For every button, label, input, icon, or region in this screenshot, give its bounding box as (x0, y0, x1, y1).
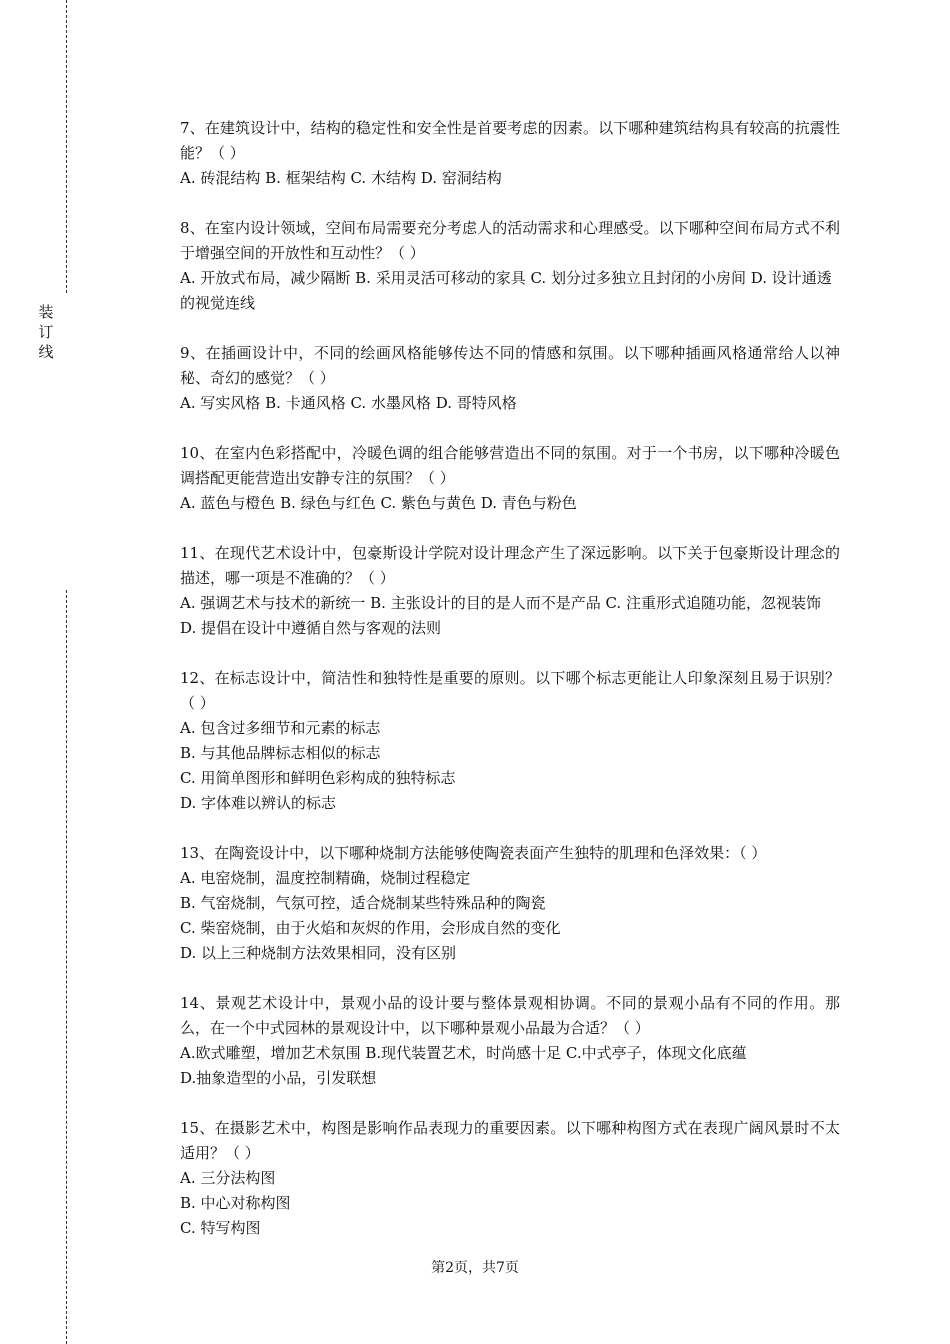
question-option: D. 以上三种烧制方法效果相同，没有区别 (180, 944, 457, 962)
question-stem: 9、在插画设计中，不同的绘画风格能够传达不同的情感和氛围。以下哪种插画风格通常给人以神秘、奇幻的感觉？（ ） (180, 344, 840, 387)
question-stem: 7、在建筑设计中，结构的稳定性和安全性是首要考虑的因素。以下哪种建筑结构具有较高的抗震性能？（ ） (180, 119, 840, 162)
question-stem: 12、在标志设计中，简洁性和独特性是重要的原则。以下哪个标志更能让人印象深刻且易于识别？（ ） (180, 669, 840, 712)
page-footer: 第2页，共7页 (431, 1260, 519, 1276)
question-options (180, 866, 840, 966)
question-option: B. 中心对称构图 (180, 1194, 291, 1212)
question-block (180, 216, 840, 316)
question-block (180, 1116, 840, 1241)
question-options (180, 1041, 840, 1091)
question-list (180, 116, 840, 1266)
question-option: A.欧式雕塑，增加艺术氛围 B.现代装置艺术，时尚感十足 C.中式亭子，体现文化底蕴 (180, 1044, 747, 1062)
question-block (180, 991, 840, 1091)
question-stem: 10、在室内色彩搭配中，冷暖色调的组合能够营造出不同的氛围。对于一个书房，以下哪种冷暖色调搭配更能营造出安静专注的氛围？（ ） (180, 444, 840, 487)
binding-label-char: 订 (38, 323, 54, 341)
question-block (180, 341, 840, 416)
question-block (180, 441, 840, 516)
question-option: A. 蓝色与橙色 B. 绿色与红色 C. 紫色与黄色 D. 青色与粉色 (180, 494, 577, 512)
question-option: C. 特写构图 (180, 1219, 261, 1237)
question-option: A. 电窑烧制，温度控制精确，烧制过程稳定 (180, 869, 471, 887)
question-options (180, 491, 840, 516)
binding-dashed-line-top (66, 0, 67, 293)
question-block (180, 541, 840, 641)
binding-dashed-line-bottom (66, 590, 67, 1344)
question-stem: 14、景观艺术设计中，景观小品的设计要与整体景观相协调。不同的景观小品有不同的作用。那么，在一个中式园林的景观设计中，以下哪种景观小品最为合适？（ ） (180, 994, 840, 1037)
question-option: D.抽象造型的小品，引发联想 (180, 1069, 377, 1087)
question-block (180, 116, 840, 191)
question-options (180, 591, 840, 641)
question-options (180, 266, 840, 316)
question-option: A. 开放式布局，减少隔断 B. 采用灵活可移动的家具 C. 划分过多独立且封闭的小房间 D. 设计通透的视觉连线 (180, 269, 832, 312)
question-option: A. 写实风格 B. 卡通风格 C. 水墨风格 D. 哥特风格 (180, 394, 517, 412)
question-option: B. 气窑烧制，气氛可控，适合烧制某些特殊品种的陶瓷 (180, 894, 546, 912)
binding-label (36, 302, 56, 362)
question-option: B. 与其他品牌标志相似的标志 (180, 744, 381, 762)
question-stem: 8、在室内设计领域，空间布局需要充分考虑人的活动需求和心理感受。以下哪种空间布局方式不利于增强空间的开放性和互动性？（ ） (180, 219, 840, 262)
question-option: C. 柴窑烧制，由于火焰和灰烬的作用，会形成自然的变化 (180, 919, 561, 937)
question-option: A. 三分法构图 (180, 1169, 276, 1187)
question-option: A. 包含过多细节和元素的标志 (180, 719, 381, 737)
question-options (180, 391, 840, 416)
question-stem: 13、在陶瓷设计中，以下哪种烧制方法能够使陶瓷表面产生独特的肌理和色泽效果：（ ） (180, 844, 767, 862)
question-options (180, 1166, 840, 1241)
binding-label-char: 装 (38, 303, 54, 321)
question-option: A. 强调艺术与技术的新统一 B. 主张设计的目的是人而不是产品 C. 注重形式追随功能，忽视装饰 D. 提倡在设计中遵循自然与客观的法则 (180, 594, 821, 637)
question-stem: 11、在现代艺术设计中，包豪斯设计学院对设计理念产生了深远影响。以下关于包豪斯设计理念的描述，哪一项是不准确的？（ ） (180, 544, 840, 587)
question-option: A. 砖混结构 B. 框架结构 C. 木结构 D. 窑洞结构 (180, 169, 502, 187)
binding-label-char: 线 (38, 343, 54, 361)
question-options (180, 716, 840, 816)
question-options (180, 166, 840, 191)
question-block (180, 841, 840, 966)
question-stem: 15、在摄影艺术中，构图是影响作品表现力的重要因素。以下哪种构图方式在表现广阔风景时不太适用？（ ） (180, 1119, 840, 1162)
question-option: C. 用简单图形和鲜明色彩构成的独特标志 (180, 769, 456, 787)
question-block (180, 666, 840, 816)
question-option: D. 字体难以辨认的标志 (180, 794, 337, 812)
